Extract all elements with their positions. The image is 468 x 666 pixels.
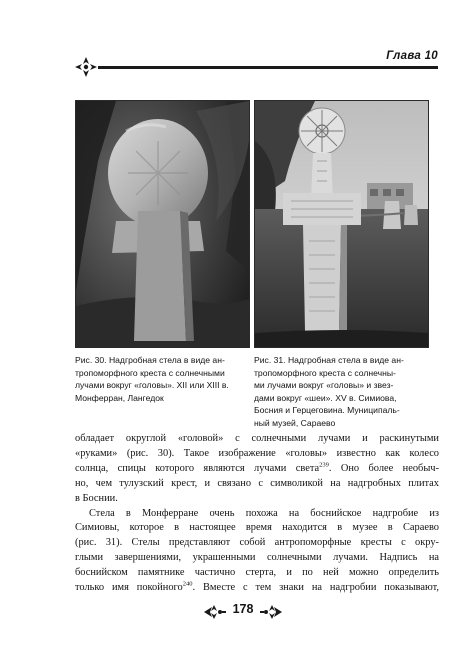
caption-line: дами вокруг «шеи». XV в. Симиова, [254, 392, 397, 403]
body-line [75, 462, 439, 477]
body-line: (рис. 31). Стелы представляют собой антропоморфные кресты с окру- [75, 537, 439, 549]
caption-line: ный музей, Сараево [254, 417, 336, 428]
caption-line: Монферран, Лангедок [75, 392, 164, 403]
header-ornament-icon [73, 55, 99, 79]
page-number: 178 [232, 602, 254, 616]
body-line: боснийском памятнике частично стерта, и по ней можно определить [75, 567, 439, 579]
body-line: в Боснии. [75, 492, 118, 504]
caption-line: тропоморфного креста с солнечны- [254, 367, 396, 378]
body-text-run: . Вместе с тем знаки на надгробии показывают, [192, 582, 439, 594]
body-line: обладает округлой «головой» с солнечными лучами и раскинутыми [75, 433, 439, 444]
body-line: Симиовы, которое в настоящее время находится в музее в Сараево [75, 522, 439, 534]
footnote-ref-240: 240 [182, 580, 193, 588]
figure-caption-31 [254, 354, 430, 429]
caption-line: тропоморфного креста с солнечными [75, 367, 225, 378]
figure-photo-simiova [254, 100, 429, 348]
body-text-run: только имя покойного [75, 582, 183, 594]
caption-line: Рис. 31. Надгробная стела в виде ан- [254, 355, 404, 365]
caption-line: лучами вокруг «головы». XII или XIII в. [75, 380, 229, 390]
caption-line: Рис. 30. Надгробная стела в виде ан- [75, 355, 225, 365]
page-ornament-right-icon [260, 603, 284, 621]
body-line: но, чем тулузский крест, и связано с символикой на надгробных плитах [75, 477, 439, 489]
body-line [75, 581, 439, 596]
figure-caption-30 [75, 354, 250, 404]
figure-photo-montferrand [75, 100, 250, 348]
page-ornament-left-icon [202, 603, 226, 621]
body-line: глыми завершениями, украшенными солнечными лучами. Надпись на [75, 552, 439, 564]
chapter-title: Глава 10 [386, 50, 438, 62]
body-line: Стела в Монферране очень похожа на боснийское надгробие из [89, 507, 439, 519]
caption-line: Босния и Герцеговина. Муниципаль- [254, 405, 400, 415]
header-rule [98, 66, 438, 69]
caption-line: ми лучами вокруг «головы» и звез- [254, 380, 394, 390]
body-line: «руками» (рис. 30). Такое изображение «головы» известно как колесо [75, 447, 439, 459]
footnote-ref-239: 239 [319, 461, 329, 469]
body-text-run: солнца, спицы которого являются лучами света [75, 462, 320, 474]
body-text [75, 432, 439, 596]
page-number-block [200, 601, 286, 623]
body-text-run: . Оно более необыч- [328, 462, 439, 474]
